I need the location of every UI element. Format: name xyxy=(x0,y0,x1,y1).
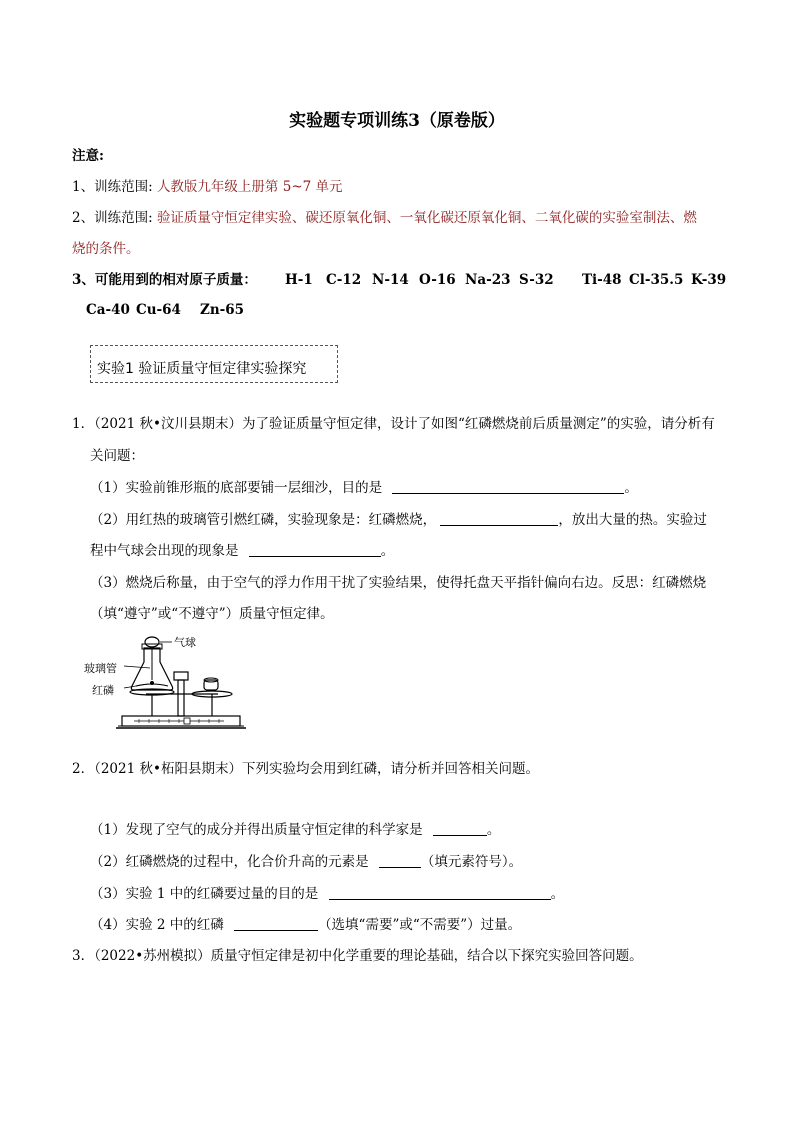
q3-stem: 3．（2022•苏州模拟）质量守恒定律是初中化学重要的理论基础，结合以下探究实验回答问题。 xyxy=(72,948,643,964)
q2-part-2 xyxy=(90,854,522,870)
balance-diagram xyxy=(94,636,254,738)
q2-part-2-text: （2）红磷燃烧的过程中，化合价升高的元素是 xyxy=(90,854,369,870)
q2-part-1 xyxy=(90,822,500,838)
notice-line-2-value: 验证质量守恒定律实验、碳还原氧化铜、一氧化碳还原氧化铜、二氧化碳的实验室制法、燃 xyxy=(156,210,697,226)
q2-part-2-end: （填元素符号）。 xyxy=(420,854,523,870)
q1-part-1-text: （1）实验前锥形瓶的底部要铺一层细沙，目的是 xyxy=(90,480,383,496)
atomic-mass-cl: Cl-35.5 xyxy=(629,272,684,288)
notice-line-1-value: 人教版九年级上册第 5~7 单元 xyxy=(156,179,343,195)
q2-part-4 xyxy=(90,917,521,933)
q1-part-2-text-b: ，放出大量的热。实验过 xyxy=(558,512,707,528)
notice-line-1-prefix: 1、训练范围: xyxy=(72,179,157,195)
atomic-mass-na: Na-23 xyxy=(465,272,511,288)
atomic-mass-ca: Ca-40 xyxy=(86,302,130,318)
q1-part-1-end: 。 xyxy=(624,480,638,496)
q1-part-1-answer-blank[interactable] xyxy=(392,480,624,494)
q1-part-2-end: 。 xyxy=(380,543,395,559)
q2-part-3 xyxy=(90,886,564,902)
atomic-mass-ti: Ti-48 xyxy=(582,272,622,288)
page-title: 实验题专项训练3（原卷版） xyxy=(289,111,505,131)
atomic-mass-h: H-1 xyxy=(285,272,313,288)
q1-part-2-text-c: 程中气球会出现的现象是 xyxy=(90,543,239,559)
notice-line-2-prefix: 2、训练范围: xyxy=(72,210,157,226)
q2-part-1-answer-blank[interactable] xyxy=(433,822,487,836)
q2-part-1-text: （1）发现了空气的成分并得出质量守恒定律的科学家是 xyxy=(90,822,423,838)
q2-stem: 2．（2021 秋•柘阳县期末）下列实验均会用到红磷，请分析并回答相关问题。 xyxy=(72,761,539,777)
q1-stem-cont: 关问题： xyxy=(90,448,144,464)
label-red-phosphorus: 红磷 xyxy=(92,684,114,697)
q2-part-2-answer-blank[interactable] xyxy=(379,854,421,868)
q1-part-2 xyxy=(90,512,707,528)
q1-part-3-cont: （填“遵守”或“不遵守”）质量守恒定律。 xyxy=(90,606,334,622)
balance-figure xyxy=(84,636,254,738)
q1-part-2-cont xyxy=(90,543,394,559)
q1-stem: 1．（2021 秋•汶川县期末）为了验证质量守恒定律，设计了如图“红磷燃烧前后质量测定”的实验，请分析有 xyxy=(72,416,715,432)
label-balloon: 气球 xyxy=(174,636,196,649)
atomic-mass-zn: Zn-65 xyxy=(200,302,245,318)
q1-part-2-answer-blank[interactable] xyxy=(440,512,558,526)
q2-part-4-answer-blank[interactable] xyxy=(234,917,318,931)
q1-part-3: （3）燃烧后称量，由于空气的浮力作用干扰了实验结果，使得托盘天平指针偏向右边。反思：红磷燃烧 xyxy=(90,575,707,591)
q2-part-4-end: （选填“需要”或“不需要”）过量。 xyxy=(318,917,522,933)
q1-part-2-balloon-blank[interactable] xyxy=(249,543,381,557)
atomic-mass-cu: Cu-64 xyxy=(136,302,181,318)
q2-part-4-text: （4）实验 2 中的红磷 xyxy=(90,917,224,933)
q2-part-3-answer-blank[interactable] xyxy=(329,886,551,900)
q2-part-3-text: （3）实验 1 中的红磷要过量的目的是 xyxy=(90,886,319,902)
q1-part-2-text: （2）用红热的玻璃管引燃红磷，实验现象是：红磷燃烧， xyxy=(90,512,437,528)
q1-part-1 xyxy=(90,480,638,496)
notice-label: 注意: xyxy=(72,148,104,164)
atomic-mass-o: O-16 xyxy=(419,272,456,288)
atomic-mass-k: K-39 xyxy=(691,272,727,288)
section-1-label: 实验1 验证质量守恒定律实验探究 xyxy=(97,361,307,377)
notice-line-2 xyxy=(72,210,697,226)
notice-line-1 xyxy=(72,179,343,195)
label-glass-tube: 玻璃管 xyxy=(84,662,117,675)
atomic-mass-s: S-32 xyxy=(519,272,554,288)
atomic-mass-n: N-14 xyxy=(372,272,409,288)
notice-line-2-cont: 烧的条件。 xyxy=(72,241,140,257)
notice-line-3-prefix: 3、可能用到的相对原子质量： xyxy=(72,272,257,288)
atomic-mass-c: C-12 xyxy=(326,272,362,288)
q2-part-3-end: 。 xyxy=(550,886,565,902)
q2-part-1-end: 。 xyxy=(486,822,501,838)
